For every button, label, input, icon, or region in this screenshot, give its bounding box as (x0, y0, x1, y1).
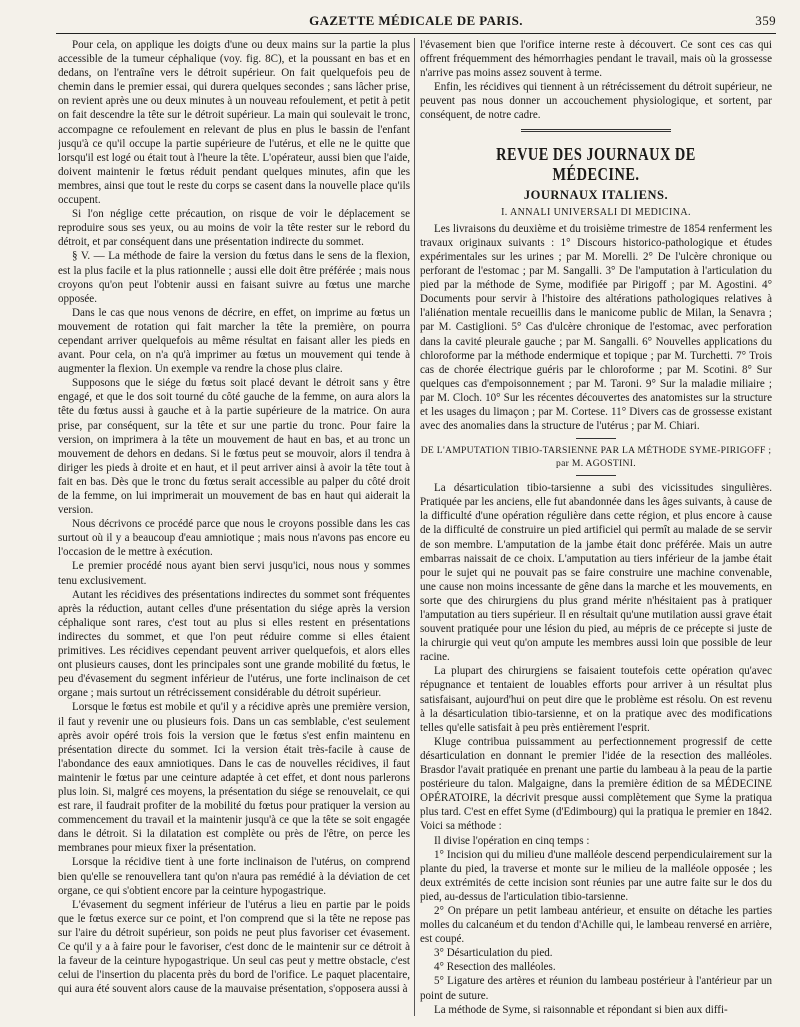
section-rule (521, 129, 671, 132)
paragraph: Nous décrivons ce procédé parce que nous le croyons possible dans les cas surtout où il y a beaucoup d'eau amniotique ; mais nous n'avons pas encore eu l'occasion de le mettre à exécution. (58, 518, 410, 559)
paragraph: Kluge contribua puissamment au perfectionnement progressif de cette désarticulation en donnant le premier l'idée de la resection des malléoles. Brasdor l'avait pratiquée en prenant une partie du lambeau à la peau de la partie postérieure du talon. Malgaigne, dans la première édition de sa MÉDECINE OPÉRATOIRE, la décrivit presque aussi complètement que Syme la pratiqua plus tard. C'est en effet Syme (d'Edimbourg) qui la pratiqua le premier en 1842. Voici sa méthode : (420, 735, 772, 833)
paragraph: 1° Incision qui du milieu d'une malléole descend perpendiculairement sur la plante du pied, la traverse et monte sur le milieu de la malléole opposée ; les deux extrémités de cette incision sont réunies par une autre faite sur le dos du pied, au-dessus de l'articulation tibio-tarsienne. (420, 848, 772, 903)
article-title: DE L'AMPUTATION TIBIO-TARSIENNE PAR LA MÉTHODE SYME-PIRIGOFF ; par M. AGOSTINI. (420, 445, 772, 470)
header-rule (56, 33, 776, 34)
paragraph: Le premier procédé nous ayant bien servi jusqu'ici, nous nous y sommes tenu exclusivement. (58, 560, 410, 587)
journal-title: GAZETTE MÉDICALE DE PARIS. (309, 13, 523, 28)
column-separator (414, 38, 415, 1016)
paragraph: 2° On prépare un petit lambeau antérieur, et ensuite on détache les parties molles du calcanéum et du tendon d'Achille qui, le lambeau renversé en arrière, est coupé. (420, 904, 772, 946)
paragraph: l'évasement bien que l'orifice interne reste à découvert. Ce sont ces cas qui offrent fréquemment des hémorrhagies pendant le travail, mais où la grossesse n'arrive pas moins assez souvent à terme. (420, 39, 772, 80)
paragraph: La plupart des chirurgiens se faisaient toutefois cette opération qu'avec répugnance et tentaient de louables efforts pour arriver à un résultat plus satisfaisant, aujourd'hui on peut dire que le problème est résolu. On est revenu à la désarticulation tibio-tarsienne, et on la pratique avec des modifications telles qu'elle satisfait à peu près entièrement l'esprit. (420, 665, 772, 734)
paragraph: Lorsque la récidive tient à une forte inclinaison de l'utérus, on comprend bien qu'elle se renouvellera tant qu'on n'aura pas remédié à la déviation de cet organe, ce qui s'obtient encore par la ceinture hypogastrique. (58, 856, 410, 897)
left-column (58, 38, 410, 1020)
right-intro-text (420, 38, 772, 123)
paragraph: 5° Ligature des artères et réunion du lambeau postérieur à l'antérieur par un point de suture. (420, 975, 772, 1002)
paragraph: Pour cela, on applique les doigts d'une ou deux mains sur la partie la plus accessible de la tumeur céphalique (voy. fig. 8C), et la poussant en bas et en dedans, on l'entraîne vers le détroit supérieur. On fait quelquefois peu de chemin dans le premier essai, qui durera quelques secondes ; sans lâcher prise, on revient après une ou deux minutes à un nouveau refoulement, et petit à petit on fait descendre la tête sur le détroit supérieur. La main qui soulevait le tronc, accompagne ce refoulement en relevant de plus en plus le bassin de l'enfant jusqu'à ce qu'il occupe la partie supérieure de l'utérus, et elle ne le quitte que lorsqu'il est logé ou était tout à l'heure la tête. L'opérateur, aussi bien que l'aide, doivent maintenir le fœtus réduit pendant quelques minutes, afin que les membres, ainsi que tout le reste du corps se casent dans la nouvelle place qu'ils occupent. (58, 39, 410, 207)
paragraph: La méthode de Syme, si raisonnable et répondant si bien aux diffi- (434, 1003, 728, 1016)
section-title: REVUE DES JOURNAUX DE MÉDECINE. (496, 143, 696, 184)
right-column (420, 38, 772, 1020)
journal-heading: I. ANNALI UNIVERSALI DI MEDICINA. (501, 206, 691, 218)
paragraph: L'évasement du segment inférieur de l'utérus a lieu en partie par le poids que le fœtus exerce sur ce point, et l'on comprend que si la tête ne repose pas sur l'aire du détroit supérieur, son poids ne peut plus favoriser cet évasement. Ce qu'il y a à faire pour le favoriser, c'est donc de le maintenir sur ce détroit à la faveur de la ceinture hypogastrique. Un seul cas peut y mettre obstacle, c'est celui de l'insertion du placenta près du bord de l'orifice. Le paquet placentaire, qui aura été souvent alors cause de la mauvaise présentation, s'opposera aussi à (58, 898, 410, 996)
paragraph: Les livraisons du deuxième et du troisième trimestre de 1854 renferment les travaux originaux suivants : 1° Discours historico-pathologique et études expérimentales sur les urines ; par M. Morelli. 2° De l'ulcère chronique ou perforant de l'estomac ; par M. Sangalli. 3° De l'amputation à l'articulation du pied par la méthode de Syme, modifiée par Pirigoff ; par M. Agostini. 4° Documents pour servir à l'histoire des altérations pathologiques relatives à l'aliénation mentale recueillis dans le manicome public de Milan, la Senavra ; par M. Castiglioni. 5° Cas d'ulcère chronique de l'estomac, avec perforation dans la cavité pleurale gauche ; par M. Sangalli. 6° Nouvelles applications du chloroforme par la méthode endermique et topique ; par M. Turchetti. 7° Trois cas de chorée électrique guéris par le chloroforme ; par M. Scotini. 8° Sur quelques cas d'empoisonnement ; par M. Taroni. 9° Sur la maladie miliaire ; par M. Cloch. 10° Sur les récentes découvertes des anatomistes sur la structure et les usages du limaçon ; par M. Cortese. 11° Divers cas de grossesse existant avec des anomalies dans la structure de l'utérus ; par M. Chiari. (420, 222, 772, 433)
page-number: 359 (755, 13, 776, 28)
paragraph: Supposons que le siége du fœtus soit placé devant le détroit sans y être engagé, et que le dos soit tourné du côté gauche de la femme, on aura alors la tête du fœtus aussi à gauche et à la partie supérieure de la matrice. On aura prise, par conséquent, sur la tête et sur une partie du tronc. Pour faire la version, on imprimera à la tête un mouvement de haut en bas, et au tronc un mouvement de dehors en dedans. Si le fœtus peut se mouvoir, alors il tendra à diriger les pieds à droite et en haut, et il peut arriver ainsi à avoir la tête tout à fait en bas. Dès que le tronc du fœtus serait accessible au palper du côté droit de la femme, on lui imprimerait un mouvement de bas en haut qui aiderait la version. (58, 377, 410, 517)
paragraph: Enfin, les récidives qui tiennent à un rétrécissement du détroit supérieur, ne peuvent pas nous donner un accouchement physiologique, et sortent, par conséquent, de notre cadre. (420, 81, 772, 122)
section-subtitle: JOURNAUX ITALIENS. (523, 187, 669, 202)
paragraph: 4° Resection des malléoles. (434, 961, 556, 974)
paragraph: Il divise l'opération en cinq temps : (434, 834, 590, 847)
paragraph: La désarticulation tibio-tarsienne a subi des vicissitudes singulières. Pratiquée par les anciens, elle fut abandonnée dans les âges suivants, à cause de la difficulté d'une opération régulière dans cette région, et plus encore à cause de la difficulté de construire un pied artificiel qui permît au malade de se servir de son membre. L'amputation de la jambe était donc préférée. Mais un autre embarras naissait de ce choix. L'amputation au tiers inférieur de la jambe était pour le sujet qui ne pouvait pas se faire construire une machine convenable, une cause non moins incessante de gêne dans la marche et les mouvements, en sorte que des chirurgiens du plus grand mérite n'hésitaient pas à pratiquer l'amputation au tiers supérieur. Il en résultait qu'une mutilation aussi grave était souvent pratiquée pour une lésion du pied, au mépris de ce précepte si juste de la chirurgie qui veut qu'on ampute les membres aussi loin que possible de leur racine. (420, 482, 772, 664)
page-header (56, 10, 776, 32)
paragraph: Dans le cas que nous venons de décrire, en effet, on imprime au fœtus un mouvement de rotation qui fait marcher la tête la première, on pourra cependant arriver quelquefois au même résultat en faisant aller les pieds en avant. Pour cela, on n'a qu'à imprimer au fœtus un mouvement qui tende à augmenter la flexion. Un exemple va rendre la chose plus claire. (58, 306, 410, 376)
article-rule-2 (576, 475, 616, 476)
paragraph: § V. — La méthode de faire la version du fœtus dans le sens de la flexion, est la plus facile et la plus rationnelle ; aussi elle doit être préférée ; mais nous croyons qu'on peut l'obtenir aussi en faisant suivre au fœtus une marche opposée. (58, 250, 410, 305)
paragraph: 3° Désarticulation du pied. (434, 947, 553, 960)
article-rule (576, 438, 616, 439)
journal-summary (420, 222, 772, 433)
paragraph: Autant les récidives des présentations indirectes du sommet sont fréquentes après la réduction, autant celles d'une présentation du siége après la version céphalique sont rares, c'est tout au plus si elles restent en présentations indirectes du sommet, et que l'on peut réduire comme si elles étaient primitives. Les récidives cependant peuvent arriver quelquefois, et alors elles ont plusieurs causes, dont les principales sont une grande mobilité du fœtus, le peu d'évasement du segment inférieur de l'utérus, une forte inclinaison de cet organe ; mais surtout un rétrécissement considérable du détroit supérieur. (58, 588, 410, 700)
paragraph: Si l'on néglige cette précaution, on risque de voir le déplacement se reproduire sous ses yeux, ou au moins de voir la tête rester sur le rebord du détroit, et par conséquent dans une présentation indirecte du sommet. (58, 208, 410, 249)
paragraph: Lorsque le fœtus est mobile et qu'il y a récidive après une première version, il faut y revenir une ou plusieurs fois. Dans un cas semblable, c'est seulement après avoir opéré trois fois la version que le fœtus s'est enfin maintenu en présentation directe du sommet. Ici la version était très-facile à cause de l'abondance des eaux amniotiques. Dans le cas de nouvelles récidives, il faut maintenir le fœtus par une ceinture adaptée à cet effet, et dont nous parlerons plus loin. Si, malgré ces moyens, la présentation du siége se renouvelait, ce qui est rare, il faudrait profiter de la mobilité du fœtus pour pratiquer la version au commencement du travail et la maintenir jusqu'à ce que la tête se soit engagée dans le détroit. Si la dilatation est complète ou près de l'être, on perce les membranes pour mieux fixer la présentation. (58, 701, 410, 855)
article-body (420, 481, 772, 1017)
